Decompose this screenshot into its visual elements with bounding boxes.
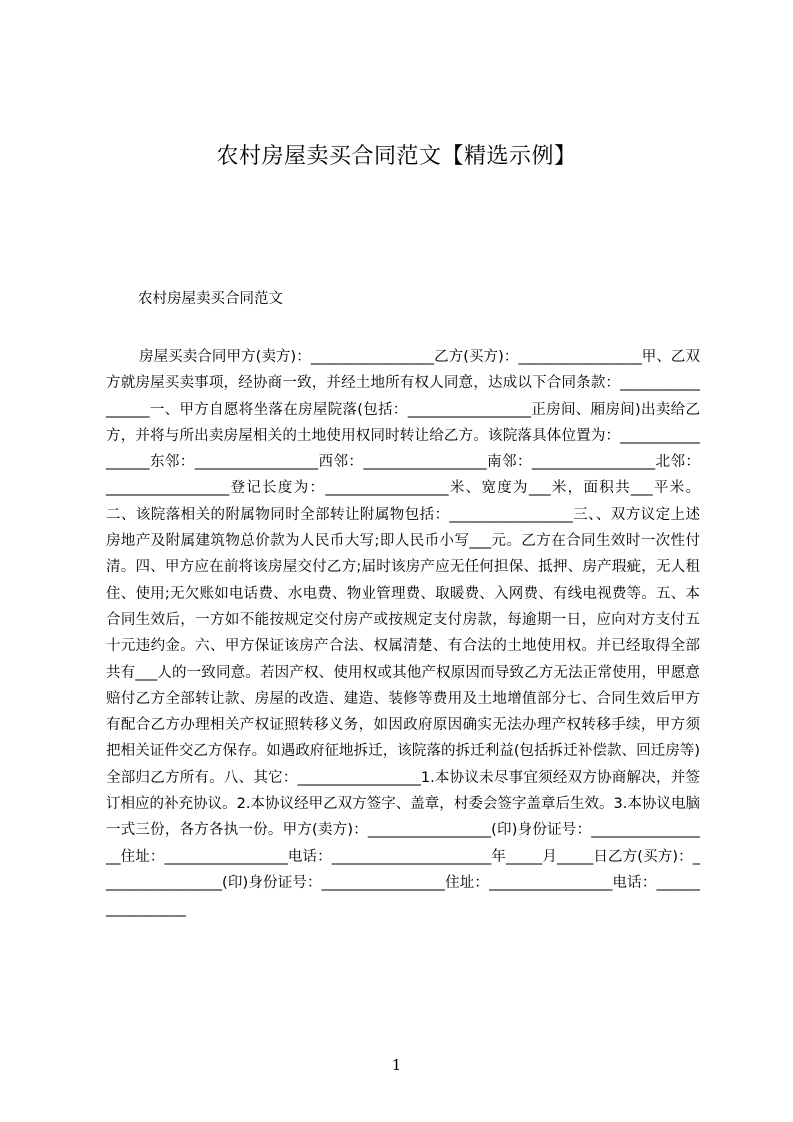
document-subtitle: 农村房屋卖买合同范文	[138, 291, 283, 307]
contract-body-paragraph: 房屋买卖合同甲方(卖方)：_________________乙方(买方)：_________________甲、乙双方就房屋买卖事项，经协商一致，并经土地所有权人同意，达成以下合同条款：_________________一、甲方自愿将坐落在房屋院落(包括：_________________正房间、厢房间)出卖给乙方，并将与所出卖房屋相关的土地使用权同时转让给乙方。该院落具体位置为：_________________东邻：_________________西邻：_________________南邻：_________________北邻：_________________登记长度为：_________________米、宽度为___米，面积共___平米。二、该院落相关的附属物同时全部转让附属物包括：_________________三、、双方议定上述房地产及附属建筑物总价款为人民币大写;即人民币小写___元。乙方在合同生效时一次性付清。四、甲方应在前将该房屋交付乙方;届时该房产应无任何担保、抵押、房产瑕疵，无人租住、使用;无欠账如电话费、水电费、物业管理费、取暖费、入网费、有线电视费等。五、本合同生效后，一方如不能按规定交付房产或按规定支付房款，每逾期一日，应向对方支付五十元违约金。六、甲方保证该房产合法、权属清楚、有合法的土地使用权。并已经取得全部共有___人的一致同意。若因产权、使用权或其他产权原因而导致乙方无法正常使用，甲愿意赔付乙方全部转让款、房屋的改造、建造、装修等费用及土地增值部分七、合同生效后甲方有配合乙方办理相关产权证照转移义务，如因政府原因确实无法办理产权转移手续，甲方须把相关证件交乙方保存。如遇政府征地拆迁，该院落的拆迁利益(包括拆迁补偿款、回迁房等)全部归乙方所有。八、其它：_________________1.本协议未尽事宜须经双方协商解决，并签订相应的补充协议。2.本协议经甲乙双方签字、盖章，村委会签字盖章后生效。3.本协议电脑一式三份，各方各执一份。甲方(卖方)：_________________(印)身份证号：_________________住址：_________________电话：______________________年_____月_____日乙方(买方)：_________________(印)身份证号：_________________住址：_________________电话：_________________	[106, 349, 700, 918]
document-title: 农村房屋卖买合同范文【精选示例】	[216, 144, 577, 169]
page-number: 1	[391, 1056, 402, 1074]
